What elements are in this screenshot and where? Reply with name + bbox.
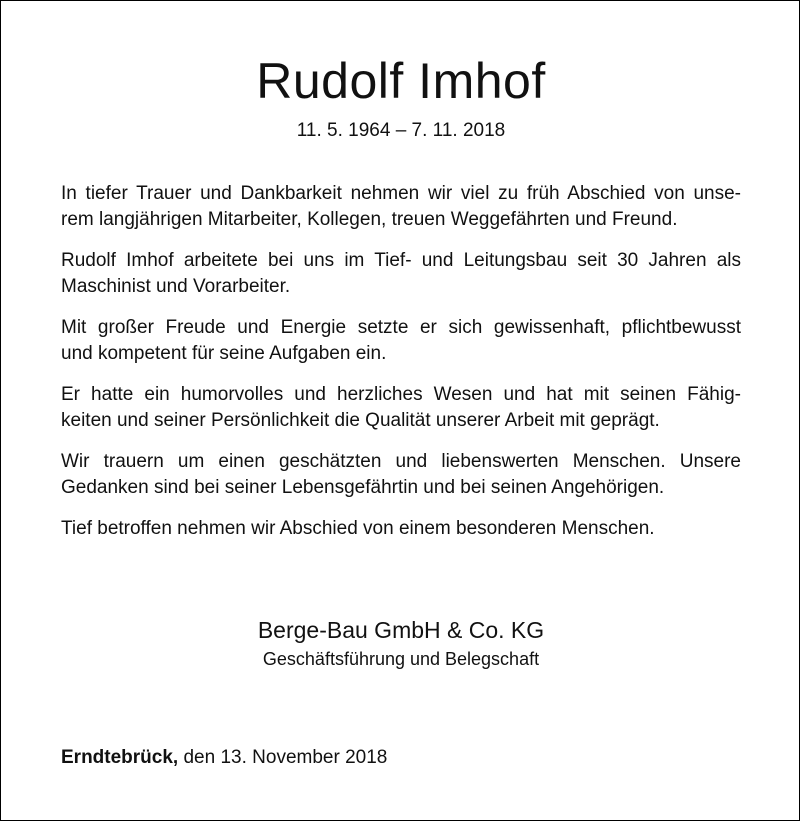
text-line: Wir trauern um einen geschätzten und liebenswerten Menschen. Unsere — [61, 451, 741, 472]
paragraph — [61, 516, 741, 542]
company-division: Geschäftsführung und Belegschaft — [262, 649, 540, 669]
paragraph — [61, 449, 741, 501]
paragraph — [61, 248, 741, 300]
life-dates: 11. 5. 1964 – 7. 11. 2018 — [296, 120, 506, 141]
text-line: In tiefer Trauer und Dankbarkeit nehmen wir viel zu früh Abschied von unse- — [61, 183, 741, 204]
obituary-text — [61, 181, 741, 557]
paragraph — [61, 382, 741, 434]
text-line: Maschinist und Vorarbeiter. — [61, 276, 291, 297]
deceased-name: Rudolf Imhof — [256, 53, 546, 109]
company-name: Berge-Bau GmbH & Co. KG — [257, 617, 545, 643]
text-line: Gedanken sind bei seiner Lebensgefährtin und bei seinen Angehörigen. — [61, 477, 665, 498]
paragraph — [61, 181, 741, 233]
text-line: rem langjährigen Mitarbeiter, Kollegen, treuen Weggefährten und Freund. — [61, 209, 678, 230]
text-line: Er hatte ein humorvolles und herzliches Wesen und hat mit seinen Fähig- — [61, 384, 741, 405]
paragraph — [61, 315, 741, 367]
place-date-line — [61, 745, 387, 771]
text-line: und kompetent für seine Aufgaben ein. — [61, 343, 387, 364]
text-line: keiten und seiner Persönlichkeit die Qualität unserer Arbeit mit geprägt. — [61, 410, 660, 431]
place-name: Erndtebrück, — [61, 747, 179, 768]
text-line: Mit großer Freude und Energie setzte er sich gewissenhaft, pflichtbewusst — [61, 317, 741, 338]
publication-date: den 13. November 2018 — [178, 747, 388, 768]
text-line: Rudolf Imhof arbeitete bei uns im Tief- und Leitungsbau seit 30 Jahren als — [61, 250, 741, 271]
text-line: Tief betroffen nehmen wir Abschied von einem besonderen Menschen. — [61, 518, 655, 539]
